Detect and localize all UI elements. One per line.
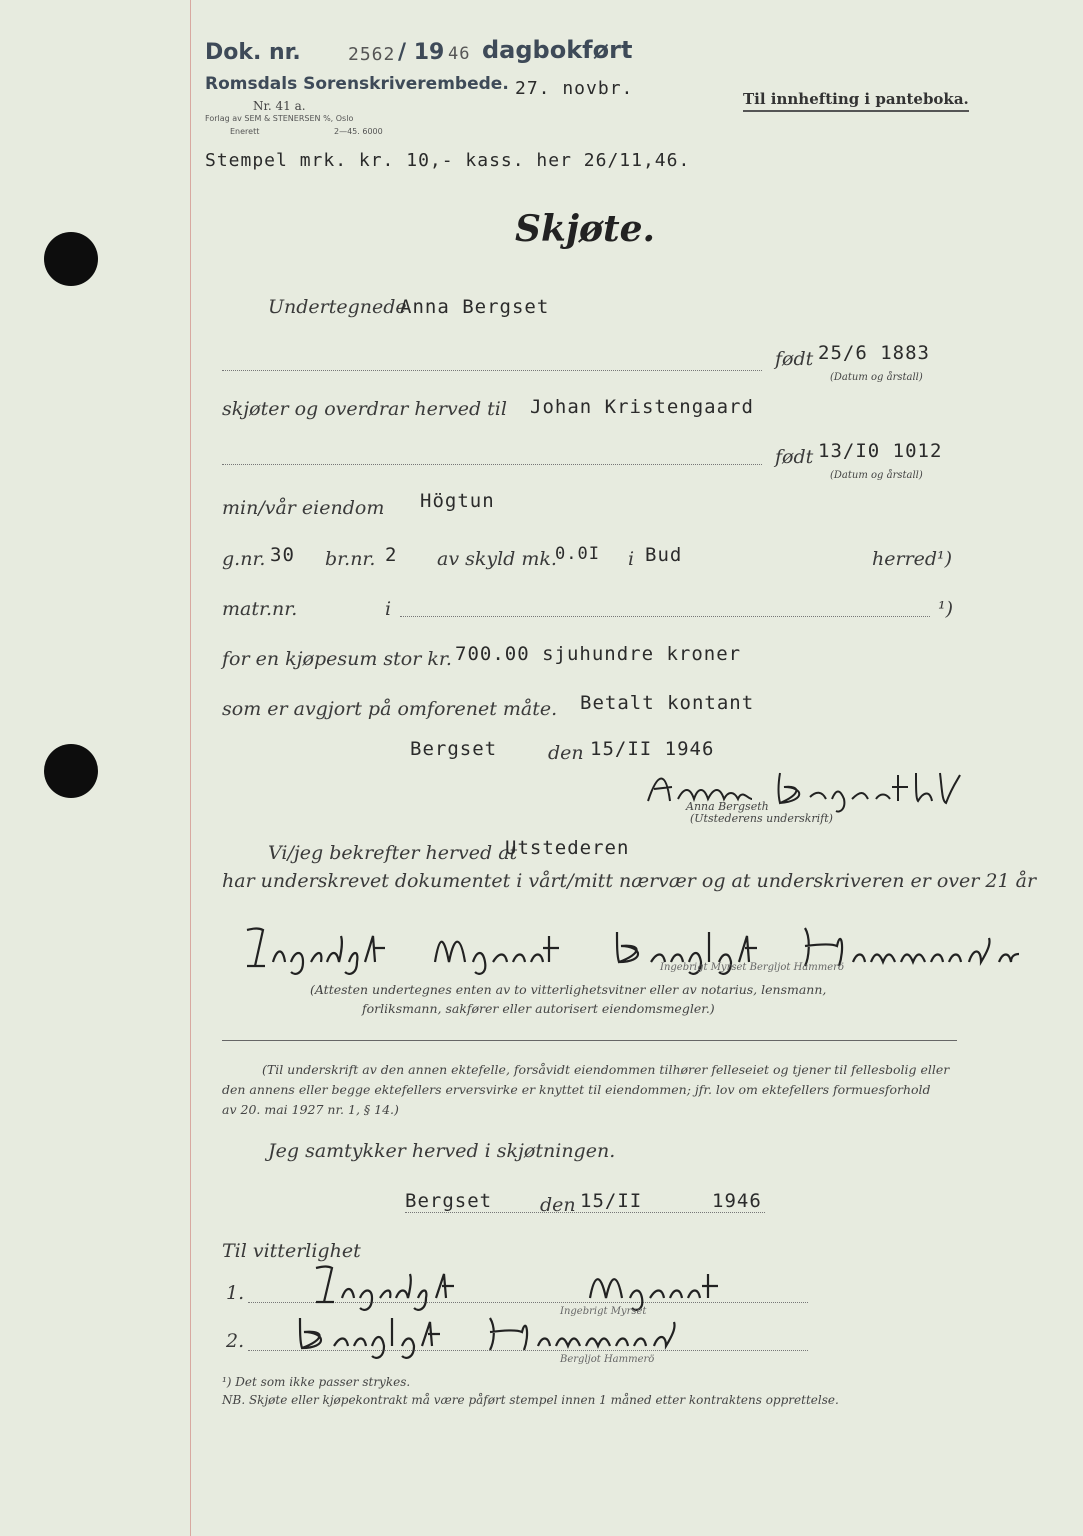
spouse-note-3: av 20. mai 1927 nr. 1, § 14.) [222,1102,399,1117]
fodt-label-1: født [775,348,814,370]
binding-note: Til innhefting i panteboka. [743,90,969,112]
avgjort-label: som er avgjort på omforenet måte. [222,698,558,720]
seller-signature-text: Anna Bergseth [686,800,769,813]
margin-rule [190,0,191,1536]
witness-signatures-text: Ingebrigt Myrset Bergljot Hammerö [660,962,844,973]
publisher-line-2: Enerett [230,127,260,136]
eiendom-label: min/vår eiendom [222,497,385,519]
form-number: Nr. 41 a. [253,99,306,113]
i-label: i [628,548,635,570]
footnote-2: NB. Skjøte eller kjøpekontrakt må være påført stempel innen 1 måned etter kontraktens opprettelse. [222,1393,839,1407]
dok-label: Dok. nr. [205,40,301,65]
dok-year-prefix: / 19 [398,40,445,65]
undertegnede-label: Undertegnede [268,296,407,318]
kjopesum-value: 700.00 sjuhundre kroner [455,643,742,665]
attest-note-2: forliksmann, sakfører eller autorisert eiendomsmegler.) [362,1001,715,1016]
seller-name: Anna Bergset [400,296,550,318]
vitterlighet-label: Til vitterlighet [222,1240,361,1262]
utsteder-hint: (Utstederens underskrift) [690,812,833,825]
dok-number: 2562 [348,44,396,65]
buyer-birthdate: 13/I0 1012 [818,440,943,462]
datum-hint-2: (Datum og årstall) [830,470,923,481]
dotted-line [405,1212,765,1213]
witness-1-signature [290,1262,810,1312]
dok-year-suffix: 46 [448,44,471,64]
place-2: Bergset [405,1190,493,1212]
den-label-2: den [540,1194,576,1216]
fodt-label-2: født [775,446,814,468]
witness-1-number: 1. [226,1282,245,1304]
date-2: 15/II [580,1190,643,1212]
office-stamp: Romsdals Sorenskriverembede. [205,74,509,94]
kjopesum-label: for en kjøpesum stor kr. [222,648,452,670]
dotted-line [400,616,930,617]
bekrefter-value: Utstederen [505,837,630,859]
year-2: 1946 [712,1190,762,1212]
witness-2-signature-text: Bergljot Hammerö [560,1354,655,1365]
skyld-label: av skyld mk. [437,548,557,570]
stamp-date: 27. novbr. [515,78,634,99]
place-1: Bergset [410,738,498,760]
punch-hole-top [44,232,98,286]
bekrefter-label: Vi/jeg bekrefter herved at [268,842,518,864]
spouse-note-1: (Til underskrift av den annen ektefelle, forsåvidt eiendommen tilhører felleseiet og tjener til fellesbolig eller [262,1062,950,1077]
punch-hole-bottom [44,744,98,798]
document-title: Skjøte. [515,208,656,250]
seller-birthdate: 25/6 1883 [818,342,930,364]
dotted-line [222,370,762,371]
witness-1-signature-text: Ingebrigt Myrset [560,1306,647,1317]
witness-2-signature [290,1310,690,1360]
witness-signatures-line [225,918,1035,978]
witness-2-number: 2. [226,1330,245,1352]
matr-i-label: i [385,598,392,620]
matr-end: ¹) [938,598,954,620]
publisher-print: 2—45. 6000 [334,127,383,136]
gnr-label: g.nr. [222,548,266,570]
stamp-line: Stempel mrk. kr. 10,- kass. her 26/11,46. [205,150,691,171]
avgjort-value: Betalt kontant [580,692,755,714]
date-1: 15/II 1946 [590,738,715,760]
separator [222,1040,957,1041]
brnr-value: 2 [385,544,398,566]
spouse-note-2: den annens eller begge ektefellers erversvirke er knyttet til eiendommen; jfr. lov om ektefellers formuesforhold [222,1082,931,1097]
property-name: Högtun [420,490,495,512]
footnote-1: ¹) Det som ikke passer strykes. [222,1375,411,1389]
attest-note-1: (Attesten undertegnes enten av to vitterlighetsvitner eller av notarius, lensmann, [310,982,827,997]
brnr-label: br.nr. [325,548,376,570]
kommune-value: Bud [645,544,683,566]
skjoter-label: skjøter og overdrar herved til [222,398,507,420]
herred-label: herred¹) [872,548,953,570]
gnr-value: 30 [270,544,295,566]
skyld-value: 0.0I [555,544,600,564]
datum-hint-1: (Datum og årstall) [830,372,923,383]
samtykker-text: Jeg samtykker herved i skjøtningen. [268,1140,616,1162]
bekrefter-line-2: har underskrevet dokumentet i vårt/mitt nærvær og at underskriveren er over 21 år [222,870,1037,892]
den-label-1: den [548,742,584,764]
dotted-line [222,464,762,465]
publisher-line-1: Forlag av SEM & STENERSEN %, Oslo [205,114,354,123]
dagbokfort-stamp: dagbokført [482,36,633,64]
buyer-name: Johan Kristengaard [530,396,754,418]
matrnr-label: matr.nr. [222,598,298,620]
